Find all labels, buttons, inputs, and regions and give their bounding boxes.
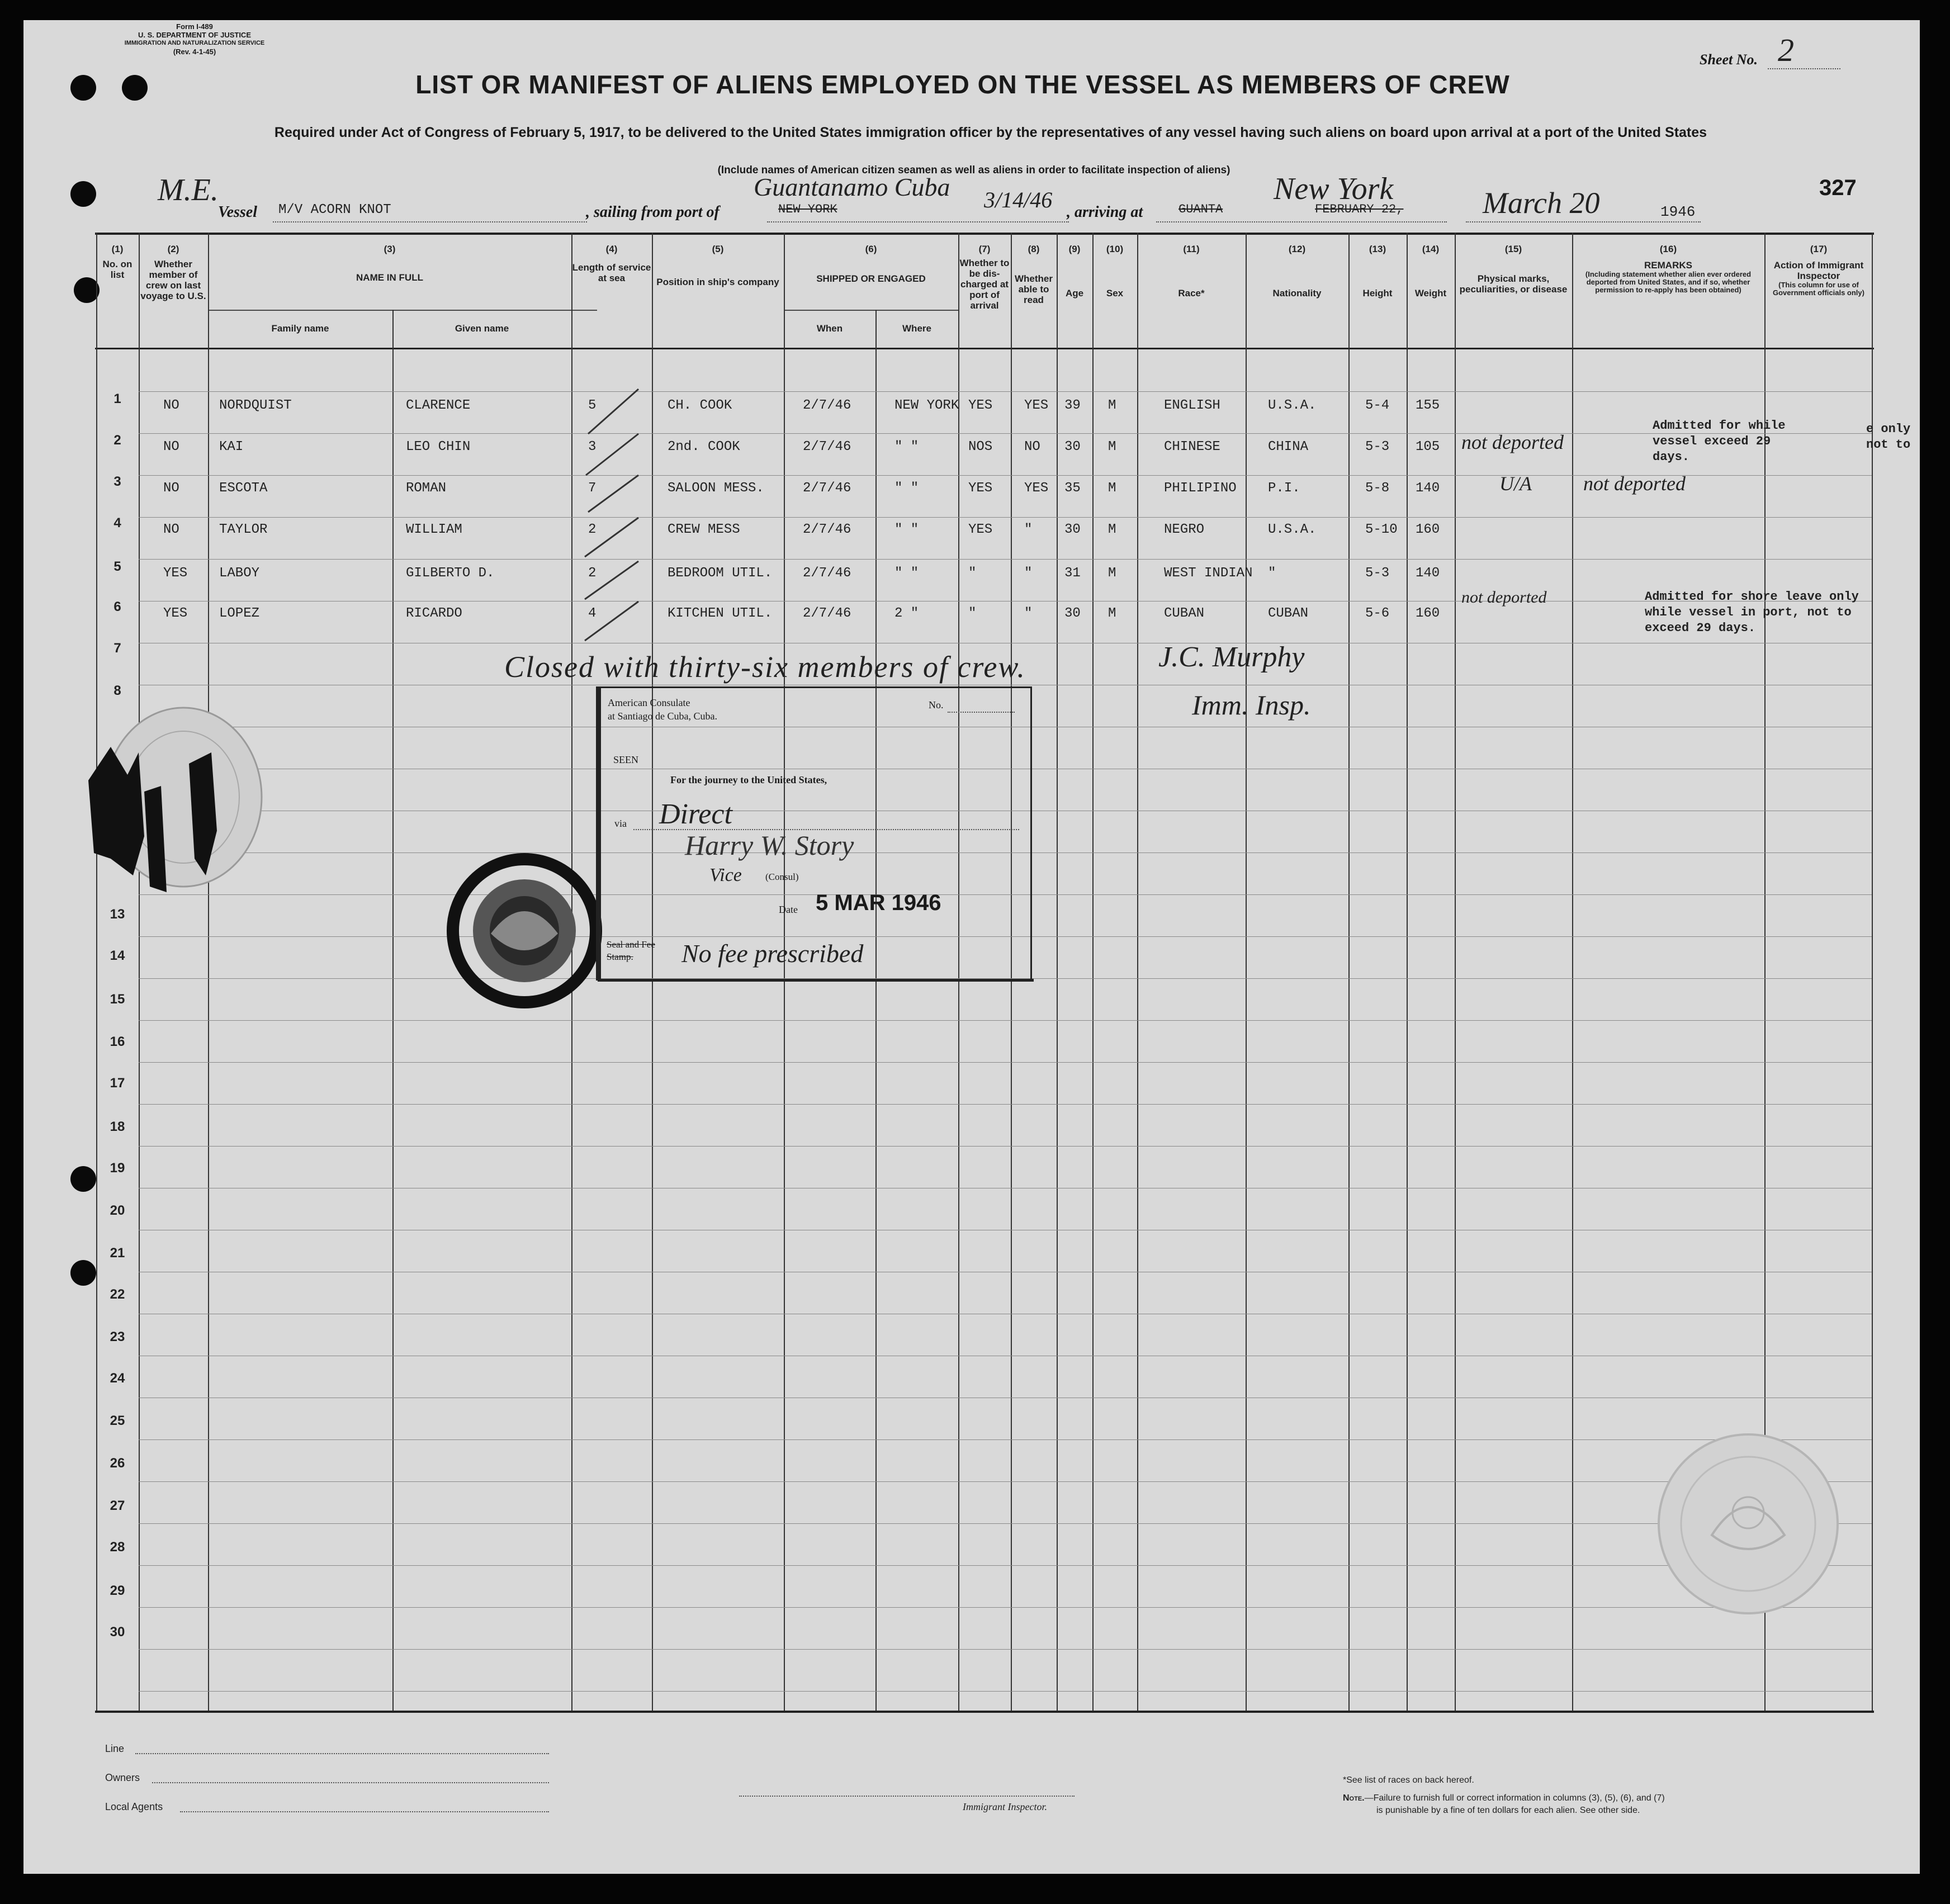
arrival-month-handwritten: March 20 [1483,186,1600,220]
consulate-name: American Consulate at Santiago de Cuba, Cuba. [608,697,717,722]
sailing-port-line [767,221,1069,222]
col-4-header: (4) Length of service at sea [572,244,651,283]
shipped-where-cell: " " [894,522,919,537]
arrival-year: 1946 [1660,203,1696,220]
footer-races-note: *See list of races on back hereof. [1343,1775,1474,1785]
footer-line-label: Line [105,1743,125,1754]
row-rule [139,1565,1872,1566]
col-6-header: (6) SHIPPED OR ENGAGED [816,244,926,284]
shipped-where-cell: " " [894,439,919,454]
arrival-date-struck: FEBRUARY 22, [1315,202,1404,216]
service-length-cell: 4 [588,606,597,621]
family-name-cell: KAI [219,439,244,454]
row-number: 16 [110,1034,125,1049]
row-number: 4 [113,515,121,531]
sailing-date-handwritten: 3/14/46 [984,187,1053,212]
footer-fine-note: Note.—Failure to furnish full or correct information in columns (3), (5), (6), and (7) is punishable by a fine of ten dollars for each alien. See other side. [1343,1793,1665,1815]
arriving-port-struck: GUANTA [1178,202,1223,216]
vessel-name-line [273,221,587,222]
col-6b-header: Where [902,323,931,334]
form-identifier: Form I-489 U. S. DEPARTMENT OF JUSTICE IMMIGRATION AND NATURALIZATION SERVICE (Rev. 4-1-45) [124,22,265,56]
row-rule [139,517,1872,518]
weight-cell: 140 [1416,566,1440,581]
discharged-cell: YES [968,481,993,496]
col-3b-header: Given name [455,323,509,334]
sex-cell: M [1108,481,1116,496]
row-number: 1 [113,391,121,406]
shipped-where-cell: " " [894,566,919,581]
col-5-header: (5) Position in ship's company [656,244,779,287]
position-cell: KITCHEN UTIL. [668,606,773,621]
height-cell: 5-3 [1365,566,1390,581]
height-cell: 5-4 [1365,398,1390,413]
footer-owners-label: Owners [105,1772,140,1783]
age-cell: 39 [1064,398,1081,413]
arrival-date-line [1466,221,1701,222]
last-voyage-cell: NO [163,439,179,454]
row-number: 7 [113,641,121,656]
row-rule [139,1104,1872,1105]
discharged-cell: " [968,566,977,581]
race-cell: CHINESE [1164,439,1220,454]
row-number: 15 [110,992,125,1007]
stamp-number: 327 [1819,176,1857,200]
height-cell: 5-3 [1365,439,1390,454]
nationality-cell: CHINA [1268,439,1309,454]
row-number: 19 [110,1161,125,1176]
race-cell: NEGRO [1164,522,1205,537]
consulate-date: 5 MAR 1946 [816,891,941,915]
able-to-read-cell: NO [1024,439,1040,454]
consulate-title-handwritten: Vice [709,865,742,885]
shipped-when-cell: 2/7/46 [803,606,851,621]
shipped-when-cell: 2/7/46 [803,481,851,496]
col-14-header: (14) Weight [1414,244,1447,299]
sex-cell: M [1108,439,1116,454]
consulate-date-label: Date [779,904,798,915]
sailing-port-struck: NEW YORK [778,202,837,216]
shipped-when-cell: 2/7/46 [803,566,851,581]
consulate-direct: Direct [659,798,732,830]
col-16-header: (16) REMARKS (Including statement whether alien ever ordered deported from United States, and if so, whether permission to re-apply has been obtained) [1585,244,1752,294]
footer-immigrant-inspector: Immigrant Inspector. [963,1801,1047,1812]
physical-marks-cell: not deported [1461,431,1564,453]
family-name-cell: LOPEZ [219,606,260,621]
race-cell: PHILIPINO [1164,481,1237,496]
sheet-number-label: Sheet No. [1700,51,1758,68]
able-to-read-cell: " [1024,522,1033,537]
col-2-header: (2) Whether member of crew on last voyage to U.S. [140,244,206,301]
row-rule [139,559,1872,560]
col-8-header: (8) Whether able to read [1015,244,1053,305]
sex-cell: M [1108,606,1116,621]
service-length-cell: 3 [588,439,597,454]
shipped-when-cell: 2/7/46 [803,439,851,454]
shipped-where-cell: NEW YORK [894,398,959,413]
age-cell: 30 [1064,522,1081,537]
row-rule [139,1691,1872,1692]
shipped-when-cell: 2/7/46 [803,522,851,537]
height-cell: 5-6 [1365,606,1390,621]
col-13-header: (13) Height [1362,244,1393,299]
sheet-number-line [1768,68,1840,69]
shipped-where-cell: 2 " [894,606,919,621]
vessel-label: Vessel [218,203,257,221]
sex-cell: M [1108,566,1116,581]
page-subtitle: Required under Act of Congress of February 5, 1917, to be delivered to the United States immigration officer by the representatives of any vessel having such aliens on board upon arrival at a port of the United States [274,125,1707,140]
service-length-cell: 5 [588,398,597,413]
row-number: 17 [110,1076,125,1091]
consulate-journey: For the journey to the United States, [670,774,827,785]
row-number: 25 [110,1413,125,1428]
row-rule [139,1607,1872,1608]
nationality-cell: U.S.A. [1268,522,1317,537]
col-1-header: (1) No. on list [102,244,132,280]
arriving-label: , arriving at [1067,203,1143,221]
last-voyage-cell: YES [163,566,188,581]
given-name-cell: GILBERTO D. [406,566,495,581]
row-rule [139,1439,1872,1440]
position-cell: CREW MESS [668,522,740,537]
row-number: 20 [110,1203,125,1218]
family-name-cell: LABOY [219,566,260,581]
row-number: 5 [113,559,121,574]
row-number: 24 [110,1371,125,1386]
age-cell: 30 [1064,439,1081,454]
weight-cell: 105 [1416,439,1440,454]
able-to-read-cell: YES [1024,481,1049,496]
given-name-cell: ROMAN [406,481,447,496]
sailing-label: , sailing from port of [586,203,720,221]
row-number: 21 [110,1245,125,1261]
discharged-cell: YES [968,398,993,413]
given-name-cell: LEO CHIN [406,439,471,454]
vessel-name: M/V ACORN KNOT [278,202,391,217]
age-cell: 30 [1064,606,1081,621]
weight-cell: 155 [1416,398,1440,413]
discharged-cell: NOS [968,439,993,454]
manifest-sheet [23,20,1920,1874]
race-cell: ENGLISH [1164,398,1220,413]
page-title: LIST OR MANIFEST OF ALIENS EMPLOYED ON THE VESSEL AS MEMBERS OF CREW [415,70,1510,99]
consulate-title-printed: (Consul) [765,872,799,882]
row-number: 23 [110,1329,125,1344]
col-3-header: (3) NAME IN FULL [356,244,423,283]
closing-statement: Closed with thirty-six members of crew. [504,650,1026,684]
given-name-cell: WILLIAM [406,522,462,537]
service-length-cell: 2 [588,566,597,581]
able-to-read-cell: " [1024,566,1033,581]
last-voyage-cell: YES [163,606,188,621]
consulate-seen: SEEN [613,754,638,765]
family-name-cell: NORDQUIST [219,398,292,413]
row-number: 3 [113,474,121,489]
physical-marks-cell: not deported [1461,588,1547,607]
punch-hole [70,75,96,101]
row-number: 8 [113,683,121,698]
race-cell: WEST INDIAN [1164,566,1253,581]
row-number: 27 [110,1498,125,1513]
consulate-no-label: No. [929,699,944,711]
last-voyage-cell: NO [163,522,179,537]
sex-cell: M [1108,522,1116,537]
row-rule [139,1062,1872,1063]
age-cell: 31 [1064,566,1081,581]
row-number: 13 [110,907,125,922]
row-number: 2 [113,433,121,448]
row-rule [139,1523,1872,1524]
nationality-cell: U.S.A. [1268,398,1317,413]
consulate-round-stamp [441,850,608,1012]
height-cell: 5-10 [1365,522,1398,537]
row-rule [139,1146,1872,1147]
consulate-officer-signature: Harry W. Story [685,830,854,861]
row-number: 26 [110,1456,125,1471]
shipped-where-cell: " " [894,481,919,496]
discharged-cell: " [968,606,977,621]
position-cell: 2nd. COOK [668,439,740,454]
arriving-port-handwritten: New York [1274,172,1394,206]
remarks-cell: Admitted for while vessel exceed 29 days. [1653,419,1786,464]
torn-seal [77,691,278,926]
service-checkmarks [571,356,655,657]
punch-hole [70,1166,96,1192]
able-to-read-cell: " [1024,606,1033,621]
punch-hole [122,75,148,101]
sex-cell: M [1108,398,1116,413]
col-12-header: (12) Nationality [1272,244,1322,299]
col-6a-header: When [816,323,843,334]
discharged-cell: YES [968,522,993,537]
row-rule [139,391,1872,392]
height-cell: 5-8 [1365,481,1390,496]
col-17-header: (17) Action of Immigrant Inspector (This column for use of Government officials only) [1773,244,1864,297]
nationality-cell: P.I. [1268,481,1300,496]
consulate-via: via [614,818,627,829]
weight-cell: 160 [1416,522,1440,537]
inspector-signature: J.C. Murphy [1158,641,1305,673]
remarks-cell: not deported [1583,472,1686,495]
sheet-number-value: 2 [1778,32,1794,68]
embossed-seal [1650,1429,1846,1619]
inspector-initials: M.E. [158,173,219,207]
nationality-cell: CUBAN [1268,606,1309,621]
weight-cell: 140 [1416,481,1440,496]
physical-marks-cell: U/A [1499,472,1532,495]
footer-agents-label: Local Agents [105,1801,163,1812]
col-15-header: (15) Physical marks, peculiarities, or disease [1459,244,1568,295]
weight-cell: 160 [1416,606,1440,621]
family-name-cell: ESCOTA [219,481,268,496]
right-margin-text: e only not to [1866,422,1911,452]
punch-hole [70,181,96,207]
punch-hole [70,1260,96,1286]
inspector-title: Imm. Insp. [1192,689,1311,721]
race-cell: CUBAN [1164,606,1205,621]
nationality-cell: " [1268,566,1276,581]
given-name-cell: CLARENCE [406,398,471,413]
sailing-port-handwritten: Guantanamo Cuba [754,173,950,201]
able-to-read-cell: YES [1024,398,1049,413]
col-10-header: (10) Sex [1106,244,1124,299]
row-number: 22 [110,1287,125,1302]
family-name-cell: TAYLOR [219,522,268,537]
position-cell: BEDROOM UTIL. [668,566,773,581]
col-7-header: (7) Whether to be dis-charged at port of arrival [959,244,1010,311]
row-number: 6 [113,599,121,614]
col-11-header: (11) Race* [1178,244,1205,299]
given-name-cell: RICARDO [406,606,462,621]
col-3a-header: Family name [271,323,329,334]
row-rule [139,433,1872,434]
row-number: 14 [110,948,125,963]
service-length-cell: 2 [588,522,597,537]
row-number: 30 [110,1624,125,1640]
arriving-port-line [1156,221,1447,222]
col-9-header: (9) Age [1065,244,1084,299]
include-note: (Include names of American citizen seamen as well as aliens in order to facilitate inspection of aliens) [717,164,1230,176]
row-number: 29 [110,1583,125,1598]
shipped-when-cell: 2/7/46 [803,398,851,413]
service-length-cell: 7 [588,481,597,496]
row-rule [139,1481,1872,1482]
row-number: 18 [110,1119,125,1134]
consulate-fee-note: No fee prescribed [681,939,864,968]
row-number: 28 [110,1540,125,1555]
consulate-stamp-box [596,686,1032,981]
position-cell: SALOON MESS. [668,481,764,496]
consulate-seal-label: Seal and Fee Stamp. [607,939,655,962]
remarks-cell: Admitted for shore leave only while vessel in port, not to exceed 29 days. [1645,590,1859,635]
age-cell: 35 [1064,481,1081,496]
row-rule [139,1649,1872,1650]
last-voyage-cell: NO [163,481,179,496]
position-cell: CH. COOK [668,398,732,413]
last-voyage-cell: NO [163,398,179,413]
row-rule [139,1020,1872,1021]
